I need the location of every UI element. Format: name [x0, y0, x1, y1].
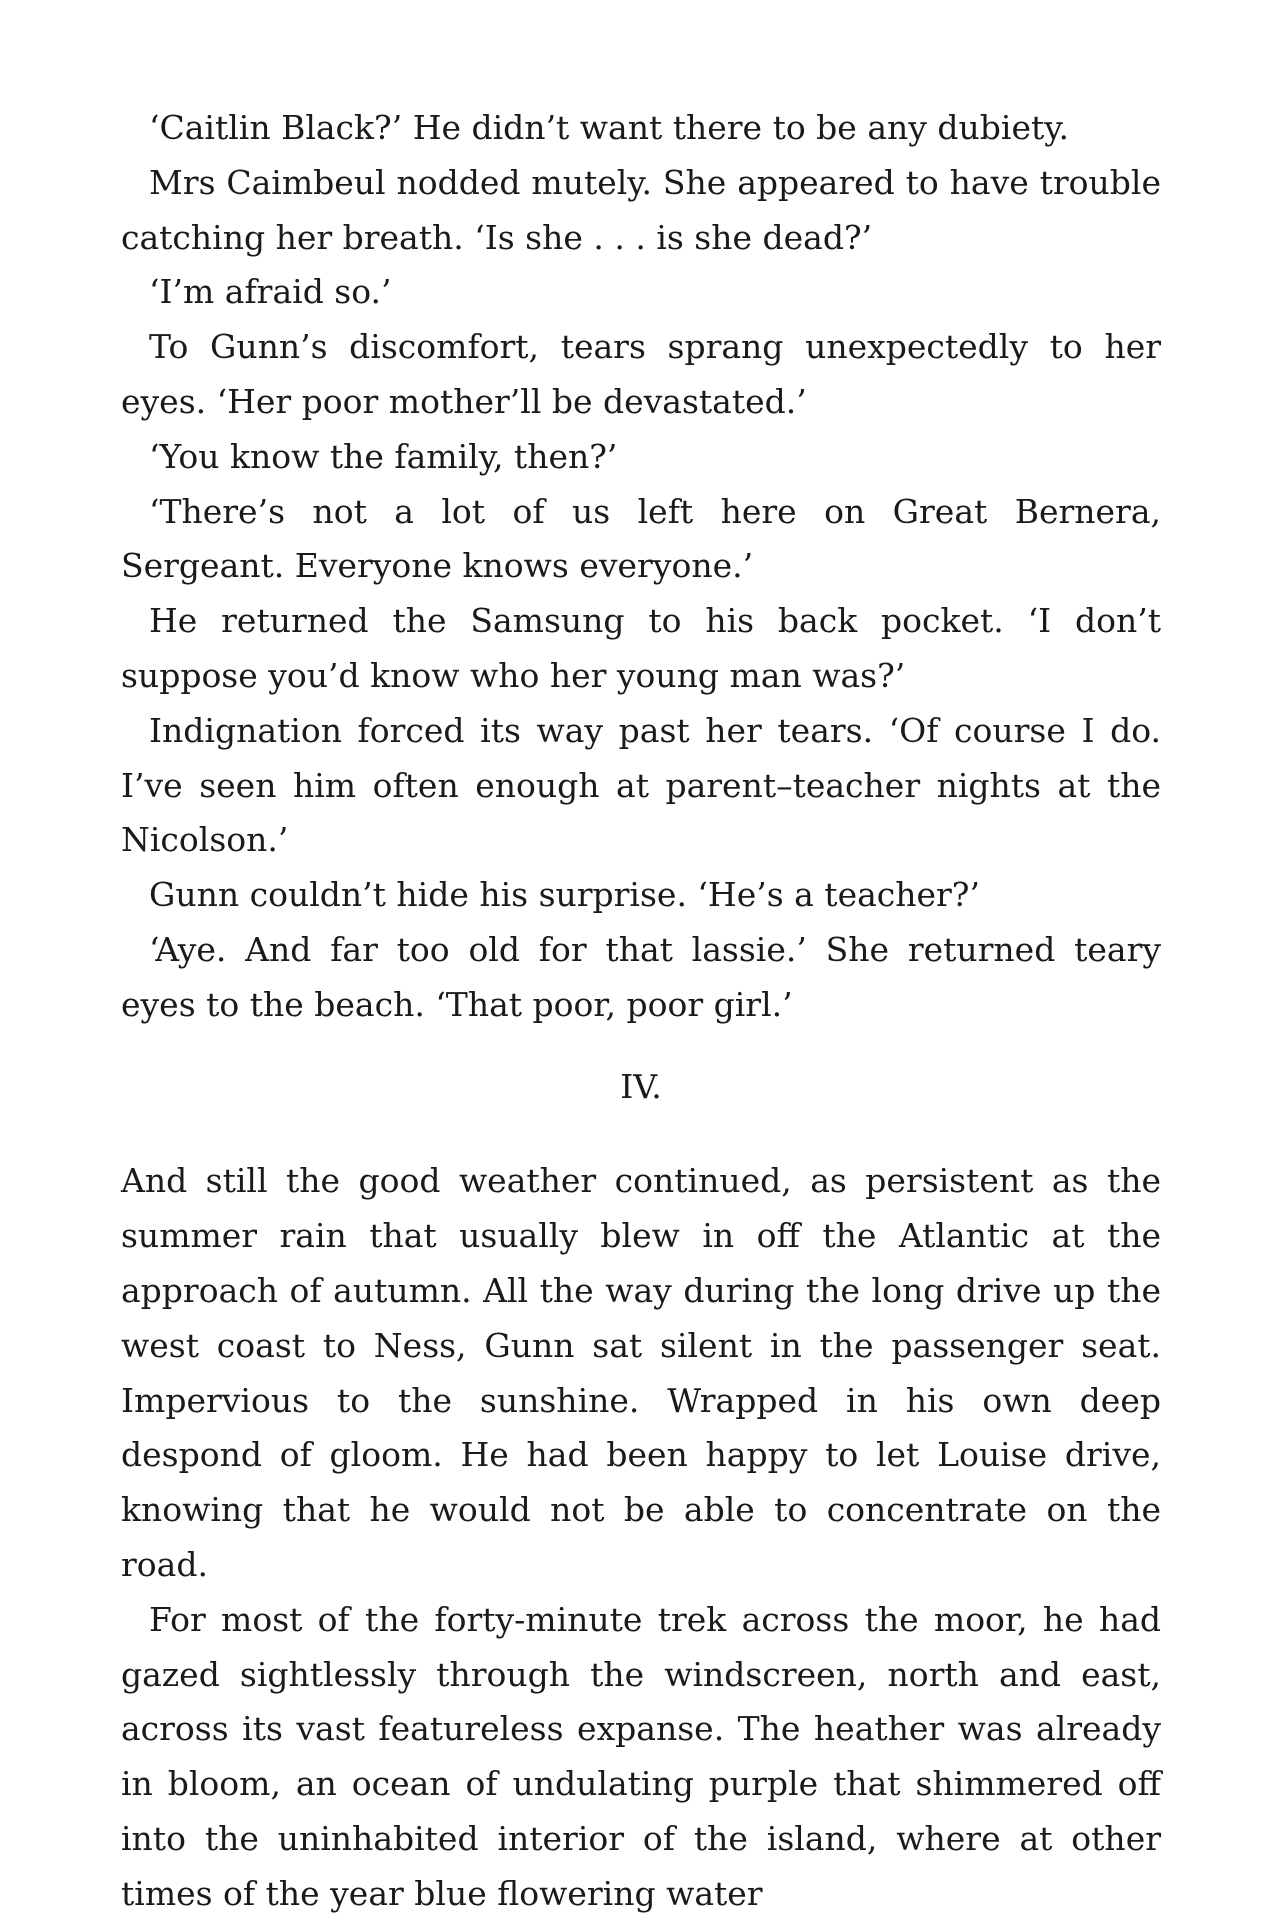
- paragraph: Indignation forced its way past her tears. ‘Of course I do. I’ve seen him often enough at parent–teacher nights at the Nicolson.’: [121, 710, 1161, 860]
- paragraph: ‘You know the family, then?’: [149, 436, 618, 476]
- paragraph: For most of the forty-minute trek across the moor, he had gazed sightlessly through the windscreen, north and east, across its vast featureless expanse. The heather was already in bloom, an ocean of undulating purple that shimmered off into the uninhabited interior of the island, where at other times of the year blue flowering water: [121, 1599, 1161, 1913]
- section-heading: IV.: [620, 1066, 662, 1106]
- paragraph: Mrs Caimbeul nodded mutely. She appeared to have trouble catching her breath. ‘Is she . . . is she dead?’: [121, 162, 1161, 257]
- paragraph: He returned the Samsung to his back pocket. ‘I don’t suppose you’d know who her young man was?’: [121, 601, 1161, 695]
- book-page: [121, 101, 1161, 1922]
- paragraph: To Gunn’s discomfort, tears sprang unexpectedly to her eyes. ‘Her poor mother’ll be devastated.’: [121, 327, 1161, 421]
- paragraph: Gunn couldn’t hide his surprise. ‘He’s a teacher?’: [149, 875, 980, 915]
- paragraph: ‘Aye. And far too old for that lassie.’ She returned teary eyes to the beach. ‘That poor, poor girl.’: [121, 929, 1161, 1024]
- paragraph: ‘Caitlin Black?’ He didn’t want there to be any dubiety.: [149, 108, 1069, 147]
- paragraph: And still the good weather continued, as persistent as the summer rain that usually blew in off the Atlantic at the approach of autumn. All the way during the long drive up the west coast to Ness, Gunn sat silent in the passenger seat. Impervious to the sunshine. Wrapped in his own deep despond of gloom. He had been happy to let Louise drive, knowing that he would not be able to concentrate on the road.: [121, 1161, 1161, 1584]
- paragraph: ‘There’s not a lot of us left here on Great Bernera, Sergeant. Everyone knows everyone.’: [121, 491, 1161, 586]
- paragraph: ‘I’m afraid so.’: [149, 272, 392, 312]
